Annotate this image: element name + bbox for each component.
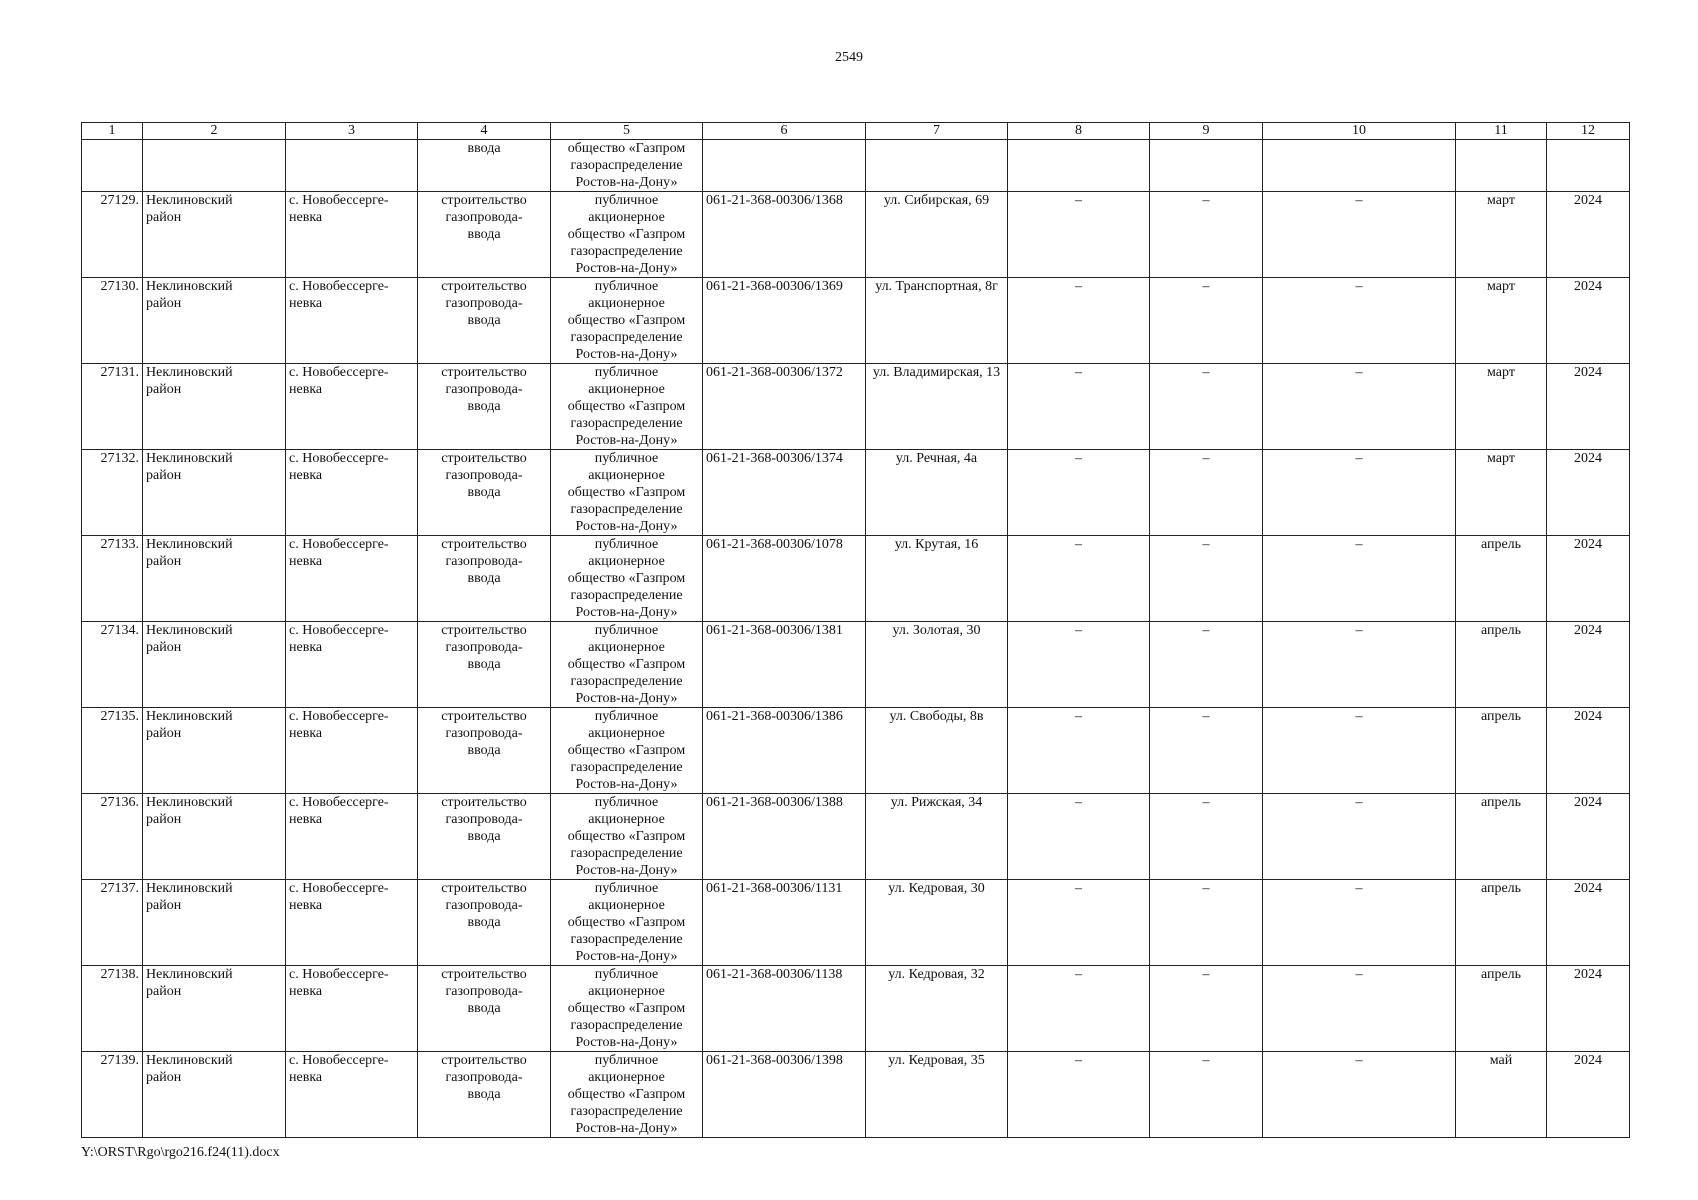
locality-cell: с. Новобессерге- невка: [286, 450, 418, 536]
month-cell: март: [1456, 278, 1547, 364]
column-8-cell: –: [1008, 536, 1150, 622]
work-type-cell: строительство газопровода- ввода: [418, 880, 551, 966]
address-cell: ул. Сибирская, 69: [866, 192, 1008, 278]
work-type-cell: строительство газопровода- ввода: [418, 1052, 551, 1138]
column-10-cell: –: [1263, 880, 1456, 966]
table-row: [82, 880, 1630, 966]
year-cell: 2024: [1547, 278, 1630, 364]
column-8-cell: –: [1008, 880, 1150, 966]
row-number-cell: 27135.: [82, 708, 143, 794]
district-cell: Неклиновский район: [143, 966, 286, 1052]
locality-cell: с. Новобессерге- невка: [286, 278, 418, 364]
column-9-cell: –: [1150, 450, 1263, 536]
registration-code-cell: 061-21-368-00306/1369: [703, 278, 866, 364]
table-row: [82, 1052, 1630, 1138]
locality-cell: с. Новобессерге- невка: [286, 364, 418, 450]
column-header: 6: [703, 123, 866, 140]
row-number-cell: 27131.: [82, 364, 143, 450]
row-number-cell: 27129.: [82, 192, 143, 278]
organization-cell: публичное акционерное общество «Газпром газораспределение Ростов-на-Дону»: [551, 622, 703, 708]
column-10-cell: –: [1263, 278, 1456, 364]
address-cell: ул. Транспортная, 8г: [866, 278, 1008, 364]
column-9-cell: –: [1150, 794, 1263, 880]
registration-code-cell: 061-21-368-00306/1381: [703, 622, 866, 708]
column-8-cell: –: [1008, 1052, 1150, 1138]
registration-code-cell: 061-21-368-00306/1386: [703, 708, 866, 794]
district-cell: Неклиновский район: [143, 880, 286, 966]
row-number-cell: 27133.: [82, 536, 143, 622]
row-number-cell: 27137.: [82, 880, 143, 966]
table-row: [82, 278, 1630, 364]
continuation-row: [82, 140, 1630, 192]
registration-code-cell: 061-21-368-00306/1368: [703, 192, 866, 278]
column-header: 3: [286, 123, 418, 140]
column-header: 11: [1456, 123, 1547, 140]
column-header: 1: [82, 123, 143, 140]
organization-cell: общество «Газпром газораспределение Ростов-на-Дону»: [551, 140, 703, 192]
address-cell: ул. Свободы, 8в: [866, 708, 1008, 794]
work-type-cell: строительство газопровода- ввода: [418, 794, 551, 880]
month-cell: апрель: [1456, 880, 1547, 966]
address-cell: ул. Кедровая, 35: [866, 1052, 1008, 1138]
organization-cell: публичное акционерное общество «Газпром газораспределение Ростов-на-Дону»: [551, 880, 703, 966]
table-row: [82, 364, 1630, 450]
registration-code-cell: 061-21-368-00306/1138: [703, 966, 866, 1052]
column-10-cell: –: [1263, 966, 1456, 1052]
work-type-cell: строительство газопровода- ввода: [418, 450, 551, 536]
work-type-cell: строительство газопровода- ввода: [418, 192, 551, 278]
column-9-cell: –: [1150, 278, 1263, 364]
organization-cell: публичное акционерное общество «Газпром газораспределение Ростов-на-Дону»: [551, 1052, 703, 1138]
table-row: [82, 450, 1630, 536]
registration-code-cell: 061-21-368-00306/1372: [703, 364, 866, 450]
year-cell: 2024: [1547, 192, 1630, 278]
column-header: 10: [1263, 123, 1456, 140]
organization-cell: публичное акционерное общество «Газпром газораспределение Ростов-на-Дону»: [551, 364, 703, 450]
organization-cell: публичное акционерное общество «Газпром газораспределение Ростов-на-Дону»: [551, 708, 703, 794]
column-header: 9: [1150, 123, 1263, 140]
locality-cell: с. Новобессерге- невка: [286, 708, 418, 794]
month-cell: март: [1456, 192, 1547, 278]
document-path-footer: Y:\ORST\Rgo\rgo216.f24(11).docx: [81, 1145, 280, 1160]
column-8-cell: –: [1008, 794, 1150, 880]
column-10-cell: –: [1263, 794, 1456, 880]
registration-code-cell: 061-21-368-00306/1078: [703, 536, 866, 622]
column-9-cell: –: [1150, 708, 1263, 794]
year-cell: 2024: [1547, 536, 1630, 622]
year-cell: 2024: [1547, 966, 1630, 1052]
month-cell: май: [1456, 1052, 1547, 1138]
registration-code-cell: 061-21-368-00306/1398: [703, 1052, 866, 1138]
year-cell: 2024: [1547, 1052, 1630, 1138]
year-cell: 2024: [1547, 450, 1630, 536]
address-cell: ул. Речная, 4а: [866, 450, 1008, 536]
locality-cell: с. Новобессерге- невка: [286, 880, 418, 966]
year-cell: 2024: [1547, 880, 1630, 966]
year-cell: 2024: [1547, 794, 1630, 880]
district-cell: Неклиновский район: [143, 450, 286, 536]
column-8-cell: –: [1008, 622, 1150, 708]
locality-cell: с. Новобессерге- невка: [286, 966, 418, 1052]
table-row: [82, 708, 1630, 794]
month-cell: апрель: [1456, 794, 1547, 880]
table-row: [82, 536, 1630, 622]
district-cell: Неклиновский район: [143, 278, 286, 364]
locality-cell: с. Новобессерге- невка: [286, 192, 418, 278]
district-cell: Неклиновский район: [143, 1052, 286, 1138]
address-cell: ул. Владимирская, 13: [866, 364, 1008, 450]
column-9-cell: –: [1150, 1052, 1263, 1138]
locality-cell: с. Новобессерге- невка: [286, 1052, 418, 1138]
organization-cell: публичное акционерное общество «Газпром газораспределение Ростов-на-Дону»: [551, 536, 703, 622]
address-cell: ул. Рижская, 34: [866, 794, 1008, 880]
month-cell: апрель: [1456, 708, 1547, 794]
registration-code-cell: 061-21-368-00306/1374: [703, 450, 866, 536]
address-cell: ул. Кедровая, 30: [866, 880, 1008, 966]
district-cell: Неклиновский район: [143, 622, 286, 708]
organization-cell: публичное акционерное общество «Газпром газораспределение Ростов-на-Дону»: [551, 192, 703, 278]
district-cell: Неклиновский район: [143, 536, 286, 622]
row-number-cell: 27136.: [82, 794, 143, 880]
table-row: [82, 192, 1630, 278]
locality-cell: с. Новобессерге- невка: [286, 622, 418, 708]
month-cell: март: [1456, 364, 1547, 450]
work-type-cell: строительство газопровода- ввода: [418, 278, 551, 364]
district-cell: Неклиновский район: [143, 364, 286, 450]
district-cell: Неклиновский район: [143, 794, 286, 880]
column-9-cell: –: [1150, 192, 1263, 278]
work-type-cell: строительство газопровода- ввода: [418, 966, 551, 1052]
month-cell: апрель: [1456, 622, 1547, 708]
column-9-cell: –: [1150, 536, 1263, 622]
row-number-cell: 27130.: [82, 278, 143, 364]
column-number-header-row: [82, 123, 1630, 140]
column-10-cell: –: [1263, 364, 1456, 450]
column-9-cell: –: [1150, 880, 1263, 966]
gas-pipeline-table: [81, 122, 1630, 1138]
registration-code-cell: 061-21-368-00306/1388: [703, 794, 866, 880]
column-10-cell: –: [1263, 1052, 1456, 1138]
organization-cell: публичное акционерное общество «Газпром газораспределение Ростов-на-Дону»: [551, 450, 703, 536]
month-cell: апрель: [1456, 966, 1547, 1052]
column-9-cell: –: [1150, 966, 1263, 1052]
year-cell: 2024: [1547, 708, 1630, 794]
column-9-cell: –: [1150, 364, 1263, 450]
month-cell: апрель: [1456, 536, 1547, 622]
organization-cell: публичное акционерное общество «Газпром газораспределение Ростов-на-Дону»: [551, 278, 703, 364]
address-cell: ул. Кедровая, 32: [866, 966, 1008, 1052]
address-cell: ул. Золотая, 30: [866, 622, 1008, 708]
row-number-cell: 27138.: [82, 966, 143, 1052]
column-header: 12: [1547, 123, 1630, 140]
address-cell: ул. Крутая, 16: [866, 536, 1008, 622]
column-header: 4: [418, 123, 551, 140]
column-8-cell: –: [1008, 708, 1150, 794]
table-row: [82, 794, 1630, 880]
work-type-cell: строительство газопровода- ввода: [418, 708, 551, 794]
row-number-cell: 27132.: [82, 450, 143, 536]
table-row: [82, 966, 1630, 1052]
work-type-cell: ввода: [418, 140, 551, 192]
column-header: 5: [551, 123, 703, 140]
year-cell: 2024: [1547, 364, 1630, 450]
column-8-cell: –: [1008, 364, 1150, 450]
column-10-cell: –: [1263, 622, 1456, 708]
organization-cell: публичное акционерное общество «Газпром газораспределение Ростов-на-Дону»: [551, 794, 703, 880]
table-row: [82, 622, 1630, 708]
row-number-cell: 27139.: [82, 1052, 143, 1138]
column-8-cell: –: [1008, 192, 1150, 278]
locality-cell: с. Новобессерге- невка: [286, 794, 418, 880]
organization-cell: публичное акционерное общество «Газпром газораспределение Ростов-на-Дону»: [551, 966, 703, 1052]
column-10-cell: –: [1263, 708, 1456, 794]
column-8-cell: –: [1008, 450, 1150, 536]
work-type-cell: строительство газопровода- ввода: [418, 622, 551, 708]
column-8-cell: –: [1008, 966, 1150, 1052]
column-header: 2: [143, 123, 286, 140]
column-header: 8: [1008, 123, 1150, 140]
column-9-cell: –: [1150, 622, 1263, 708]
column-header: 7: [866, 123, 1008, 140]
page-number: 2549: [835, 50, 863, 65]
column-10-cell: –: [1263, 536, 1456, 622]
work-type-cell: строительство газопровода- ввода: [418, 536, 551, 622]
column-8-cell: –: [1008, 278, 1150, 364]
year-cell: 2024: [1547, 622, 1630, 708]
locality-cell: с. Новобессерге- невка: [286, 536, 418, 622]
row-number-cell: 27134.: [82, 622, 143, 708]
column-10-cell: –: [1263, 192, 1456, 278]
work-type-cell: строительство газопровода- ввода: [418, 364, 551, 450]
column-10-cell: –: [1263, 450, 1456, 536]
district-cell: Неклиновский район: [143, 708, 286, 794]
registration-code-cell: 061-21-368-00306/1131: [703, 880, 866, 966]
district-cell: Неклиновский район: [143, 192, 286, 278]
month-cell: март: [1456, 450, 1547, 536]
